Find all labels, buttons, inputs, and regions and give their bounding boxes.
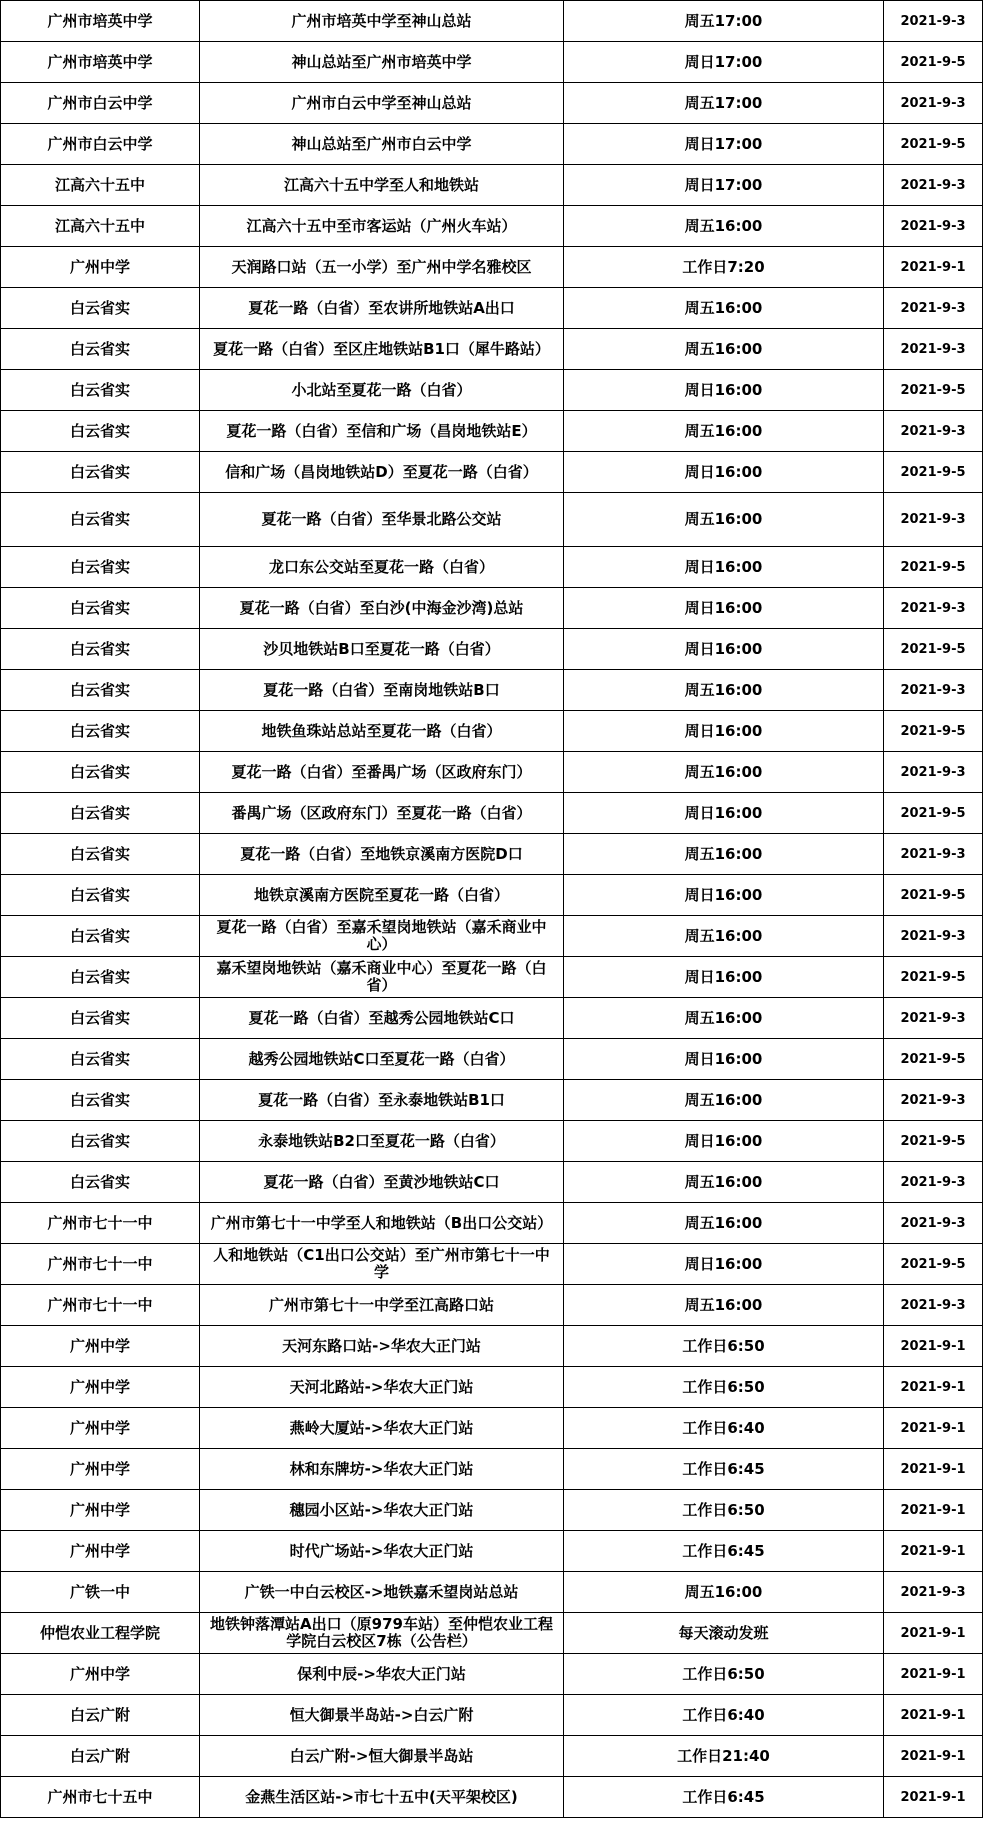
table-row (1, 1490, 983, 1531)
school-cell: 白云省实 (1, 629, 200, 670)
route-cell: 夏花一路（白省）至信和广场（昌岗地铁站E） (200, 411, 564, 452)
route-cell: 夏花一路（白省）至区庄地铁站B1口（犀牛路站） (200, 329, 564, 370)
time-cell: 周五16:00 (564, 288, 884, 329)
table-row (1, 588, 983, 629)
time-cell: 工作日6:50 (564, 1326, 884, 1367)
route-cell: 时代广场站->华农大正门站 (200, 1531, 564, 1572)
school-cell: 白云省实 (1, 670, 200, 711)
table-row (1, 1449, 983, 1490)
date-cell: 2021-9-3 (884, 1162, 983, 1203)
route-cell: 广铁一中白云校区->地铁嘉禾望岗站总站 (200, 1572, 564, 1613)
date-cell: 2021-9-5 (884, 629, 983, 670)
school-cell: 江高六十五中 (1, 165, 200, 206)
date-cell: 2021-9-1 (884, 1408, 983, 1449)
school-cell: 白云省实 (1, 1039, 200, 1080)
route-cell: 越秀公园地铁站C口至夏花一路（白省） (200, 1039, 564, 1080)
schedule-rows (1, 1, 983, 1818)
date-cell: 2021-9-3 (884, 83, 983, 124)
table-row (1, 1367, 983, 1408)
table-row (1, 998, 983, 1039)
route-cell: 天河东路口站->华农大正门站 (200, 1326, 564, 1367)
time-cell: 工作日6:40 (564, 1408, 884, 1449)
school-cell: 白云省实 (1, 1162, 200, 1203)
date-cell: 2021-9-5 (884, 124, 983, 165)
time-cell: 周五16:00 (564, 411, 884, 452)
route-cell: 地铁京溪南方医院至夏花一路（白省） (200, 875, 564, 916)
school-cell: 广州市白云中学 (1, 83, 200, 124)
date-cell: 2021-9-3 (884, 588, 983, 629)
table-row (1, 1613, 983, 1654)
time-cell: 周日16:00 (564, 629, 884, 670)
table-row (1, 1326, 983, 1367)
route-cell: 夏花一路（白省）至越秀公园地铁站C口 (200, 998, 564, 1039)
route-cell: 燕岭大厦站->华农大正门站 (200, 1408, 564, 1449)
date-cell: 2021-9-5 (884, 875, 983, 916)
school-cell: 白云省实 (1, 370, 200, 411)
time-cell: 周日16:00 (564, 547, 884, 588)
table-row (1, 1121, 983, 1162)
date-cell: 2021-9-1 (884, 1654, 983, 1695)
table-row (1, 42, 983, 83)
route-cell: 龙口东公交站至夏花一路（白省） (200, 547, 564, 588)
school-cell: 白云省实 (1, 493, 200, 547)
time-cell: 周日17:00 (564, 42, 884, 83)
route-cell: 夏花一路（白省）至黄沙地铁站C口 (200, 1162, 564, 1203)
table-row (1, 1080, 983, 1121)
date-cell: 2021-9-1 (884, 1613, 983, 1654)
route-cell: 人和地铁站（C1出口公交站）至广州市第七十一中学 (200, 1244, 564, 1285)
school-cell: 白云省实 (1, 411, 200, 452)
time-cell: 周五16:00 (564, 998, 884, 1039)
school-cell: 广州中学 (1, 1326, 200, 1367)
route-cell: 天河北路站->华农大正门站 (200, 1367, 564, 1408)
time-cell: 周五17:00 (564, 83, 884, 124)
route-cell: 番禺广场（区政府东门）至夏花一路（白省） (200, 793, 564, 834)
date-cell: 2021-9-5 (884, 793, 983, 834)
time-cell: 周五16:00 (564, 493, 884, 547)
route-cell: 保利中辰->华农大正门站 (200, 1654, 564, 1695)
time-cell: 周日16:00 (564, 452, 884, 493)
table-row (1, 83, 983, 124)
table-row (1, 329, 983, 370)
route-cell: 夏花一路（白省）至永泰地铁站B1口 (200, 1080, 564, 1121)
table-row (1, 1736, 983, 1777)
date-cell: 2021-9-3 (884, 1, 983, 42)
table-row (1, 629, 983, 670)
route-cell: 林和东牌坊->华农大正门站 (200, 1449, 564, 1490)
table-row (1, 1695, 983, 1736)
date-cell: 2021-9-3 (884, 1572, 983, 1613)
time-cell: 工作日6:50 (564, 1654, 884, 1695)
date-cell: 2021-9-5 (884, 1121, 983, 1162)
school-cell: 广州中学 (1, 1449, 200, 1490)
table-row (1, 1531, 983, 1572)
time-cell: 周五17:00 (564, 1, 884, 42)
time-cell: 工作日6:45 (564, 1777, 884, 1818)
table-row (1, 1654, 983, 1695)
school-cell: 广州市七十一中 (1, 1244, 200, 1285)
time-cell: 周五16:00 (564, 834, 884, 875)
route-cell: 沙贝地铁站B口至夏花一路（白省） (200, 629, 564, 670)
table-row (1, 411, 983, 452)
date-cell: 2021-9-1 (884, 1531, 983, 1572)
date-cell: 2021-9-5 (884, 370, 983, 411)
school-cell: 广州中学 (1, 1490, 200, 1531)
date-cell: 2021-9-5 (884, 957, 983, 998)
school-cell: 白云省实 (1, 957, 200, 998)
date-cell: 2021-9-1 (884, 1695, 983, 1736)
table-row (1, 793, 983, 834)
school-cell: 江高六十五中 (1, 206, 200, 247)
date-cell: 2021-9-3 (884, 329, 983, 370)
date-cell: 2021-9-5 (884, 1244, 983, 1285)
time-cell: 周五16:00 (564, 1203, 884, 1244)
route-cell: 神山总站至广州市白云中学 (200, 124, 564, 165)
time-cell: 工作日6:40 (564, 1695, 884, 1736)
route-cell: 夏花一路（白省）至嘉禾望岗地铁站（嘉禾商业中心） (200, 916, 564, 957)
route-cell: 穗园小区站->华农大正门站 (200, 1490, 564, 1531)
route-cell: 夏花一路（白省）至华景北路公交站 (200, 493, 564, 547)
school-cell: 白云省实 (1, 711, 200, 752)
route-cell: 夏花一路（白省）至白沙(中海金沙湾)总站 (200, 588, 564, 629)
route-cell: 江高六十五中学至人和地铁站 (200, 165, 564, 206)
date-cell: 2021-9-3 (884, 670, 983, 711)
date-cell: 2021-9-3 (884, 1080, 983, 1121)
table-row (1, 1572, 983, 1613)
table-row (1, 1285, 983, 1326)
school-cell: 白云省实 (1, 793, 200, 834)
date-cell: 2021-9-5 (884, 711, 983, 752)
time-cell: 周日16:00 (564, 1121, 884, 1162)
time-cell: 周日16:00 (564, 793, 884, 834)
time-cell: 工作日6:45 (564, 1531, 884, 1572)
time-cell: 工作日6:50 (564, 1367, 884, 1408)
route-cell: 广州市白云中学至神山总站 (200, 83, 564, 124)
date-cell: 2021-9-3 (884, 1285, 983, 1326)
date-cell: 2021-9-3 (884, 834, 983, 875)
table-row (1, 165, 983, 206)
time-cell: 周日17:00 (564, 165, 884, 206)
date-cell: 2021-9-5 (884, 42, 983, 83)
table-row (1, 752, 983, 793)
date-cell: 2021-9-1 (884, 1326, 983, 1367)
table-row (1, 1203, 983, 1244)
date-cell: 2021-9-3 (884, 916, 983, 957)
date-cell: 2021-9-5 (884, 452, 983, 493)
route-cell: 神山总站至广州市培英中学 (200, 42, 564, 83)
school-cell: 白云省实 (1, 1080, 200, 1121)
school-cell: 白云省实 (1, 998, 200, 1039)
date-cell: 2021-9-5 (884, 1039, 983, 1080)
date-cell: 2021-9-1 (884, 1449, 983, 1490)
date-cell: 2021-9-3 (884, 493, 983, 547)
school-cell: 广州中学 (1, 1408, 200, 1449)
time-cell: 周日16:00 (564, 1244, 884, 1285)
school-cell: 广州市培英中学 (1, 42, 200, 83)
table-row (1, 1408, 983, 1449)
time-cell: 周五16:00 (564, 670, 884, 711)
date-cell: 2021-9-3 (884, 411, 983, 452)
table-row (1, 206, 983, 247)
time-cell: 每天滚动发班 (564, 1613, 884, 1654)
route-cell: 夏花一路（白省）至地铁京溪南方医院D口 (200, 834, 564, 875)
date-cell: 2021-9-3 (884, 206, 983, 247)
school-cell: 白云省实 (1, 875, 200, 916)
route-cell: 天润路口站（五一小学）至广州中学名雅校区 (200, 247, 564, 288)
route-cell: 夏花一路（白省）至南岗地铁站B口 (200, 670, 564, 711)
school-cell: 白云广附 (1, 1695, 200, 1736)
table-row (1, 1039, 983, 1080)
route-cell: 永泰地铁站B2口至夏花一路（白省） (200, 1121, 564, 1162)
table-row (1, 370, 983, 411)
table-row (1, 124, 983, 165)
school-cell: 仲恺农业工程学院 (1, 1613, 200, 1654)
table-row (1, 711, 983, 752)
time-cell: 周五16:00 (564, 329, 884, 370)
date-cell: 2021-9-1 (884, 247, 983, 288)
school-cell: 广州市七十五中 (1, 1777, 200, 1818)
time-cell: 周日16:00 (564, 1039, 884, 1080)
time-cell: 周五16:00 (564, 916, 884, 957)
table-row (1, 916, 983, 957)
school-cell: 白云省实 (1, 916, 200, 957)
table-row (1, 547, 983, 588)
date-cell: 2021-9-1 (884, 1367, 983, 1408)
time-cell: 周五16:00 (564, 1162, 884, 1203)
school-cell: 广州中学 (1, 247, 200, 288)
time-cell: 周五16:00 (564, 1285, 884, 1326)
table-row (1, 957, 983, 998)
school-cell: 白云省实 (1, 452, 200, 493)
route-cell: 广州市第七十一中学至江高路口站 (200, 1285, 564, 1326)
table-row (1, 247, 983, 288)
route-cell: 广州市培英中学至神山总站 (200, 1, 564, 42)
table-row (1, 1, 983, 42)
route-cell: 地铁钟落潭站A出口（原979车站）至仲恺农业工程学院白云校区7栋（公告栏） (200, 1613, 564, 1654)
route-cell: 信和广场（昌岗地铁站D）至夏花一路（白省） (200, 452, 564, 493)
school-cell: 广州市七十一中 (1, 1285, 200, 1326)
route-cell: 夏花一路（白省）至番禺广场（区政府东门） (200, 752, 564, 793)
time-cell: 周五16:00 (564, 1080, 884, 1121)
school-cell: 白云省实 (1, 288, 200, 329)
school-cell: 白云省实 (1, 834, 200, 875)
time-cell: 周五16:00 (564, 1572, 884, 1613)
school-cell: 广州中学 (1, 1654, 200, 1695)
date-cell: 2021-9-1 (884, 1490, 983, 1531)
school-cell: 广州市白云中学 (1, 124, 200, 165)
time-cell: 周日16:00 (564, 370, 884, 411)
time-cell: 工作日21:40 (564, 1736, 884, 1777)
table-row (1, 1244, 983, 1285)
date-cell: 2021-9-3 (884, 752, 983, 793)
date-cell: 2021-9-1 (884, 1736, 983, 1777)
table-row (1, 875, 983, 916)
school-cell: 白云省实 (1, 752, 200, 793)
school-cell: 白云省实 (1, 588, 200, 629)
school-cell: 白云省实 (1, 547, 200, 588)
date-cell: 2021-9-3 (884, 288, 983, 329)
route-cell: 白云广附->恒大御景半岛站 (200, 1736, 564, 1777)
route-cell: 广州市第七十一中学至人和地铁站（B出口公交站） (200, 1203, 564, 1244)
time-cell: 工作日6:50 (564, 1490, 884, 1531)
time-cell: 周日17:00 (564, 124, 884, 165)
school-cell: 广州中学 (1, 1531, 200, 1572)
date-cell: 2021-9-3 (884, 165, 983, 206)
school-cell: 广州市培英中学 (1, 1, 200, 42)
time-cell: 周日16:00 (564, 875, 884, 916)
table-row (1, 288, 983, 329)
date-cell: 2021-9-5 (884, 547, 983, 588)
table-row (1, 670, 983, 711)
table-row (1, 1162, 983, 1203)
school-cell: 广州中学 (1, 1367, 200, 1408)
table-row (1, 1777, 983, 1818)
school-cell: 白云省实 (1, 1121, 200, 1162)
time-cell: 周日16:00 (564, 711, 884, 752)
date-cell: 2021-9-3 (884, 998, 983, 1039)
route-cell: 夏花一路（白省）至农讲所地铁站A出口 (200, 288, 564, 329)
time-cell: 周五16:00 (564, 752, 884, 793)
school-cell: 白云广附 (1, 1736, 200, 1777)
table-row (1, 834, 983, 875)
route-cell: 嘉禾望岗地铁站（嘉禾商业中心）至夏花一路（白省） (200, 957, 564, 998)
table-row (1, 493, 983, 547)
route-cell: 恒大御景半岛站->白云广附 (200, 1695, 564, 1736)
time-cell: 周五16:00 (564, 206, 884, 247)
date-cell: 2021-9-3 (884, 1203, 983, 1244)
school-cell: 广铁一中 (1, 1572, 200, 1613)
table-row (1, 452, 983, 493)
time-cell: 周日16:00 (564, 588, 884, 629)
time-cell: 工作日7:20 (564, 247, 884, 288)
route-cell: 小北站至夏花一路（白省） (200, 370, 564, 411)
time-cell: 周日16:00 (564, 957, 884, 998)
school-cell: 广州市七十一中 (1, 1203, 200, 1244)
date-cell: 2021-9-1 (884, 1777, 983, 1818)
school-cell: 白云省实 (1, 329, 200, 370)
time-cell: 工作日6:45 (564, 1449, 884, 1490)
route-cell: 地铁鱼珠站总站至夏花一路（白省） (200, 711, 564, 752)
route-cell: 江高六十五中至市客运站（广州火车站） (200, 206, 564, 247)
route-cell: 金燕生活区站->市七十五中(天平架校区) (200, 1777, 564, 1818)
